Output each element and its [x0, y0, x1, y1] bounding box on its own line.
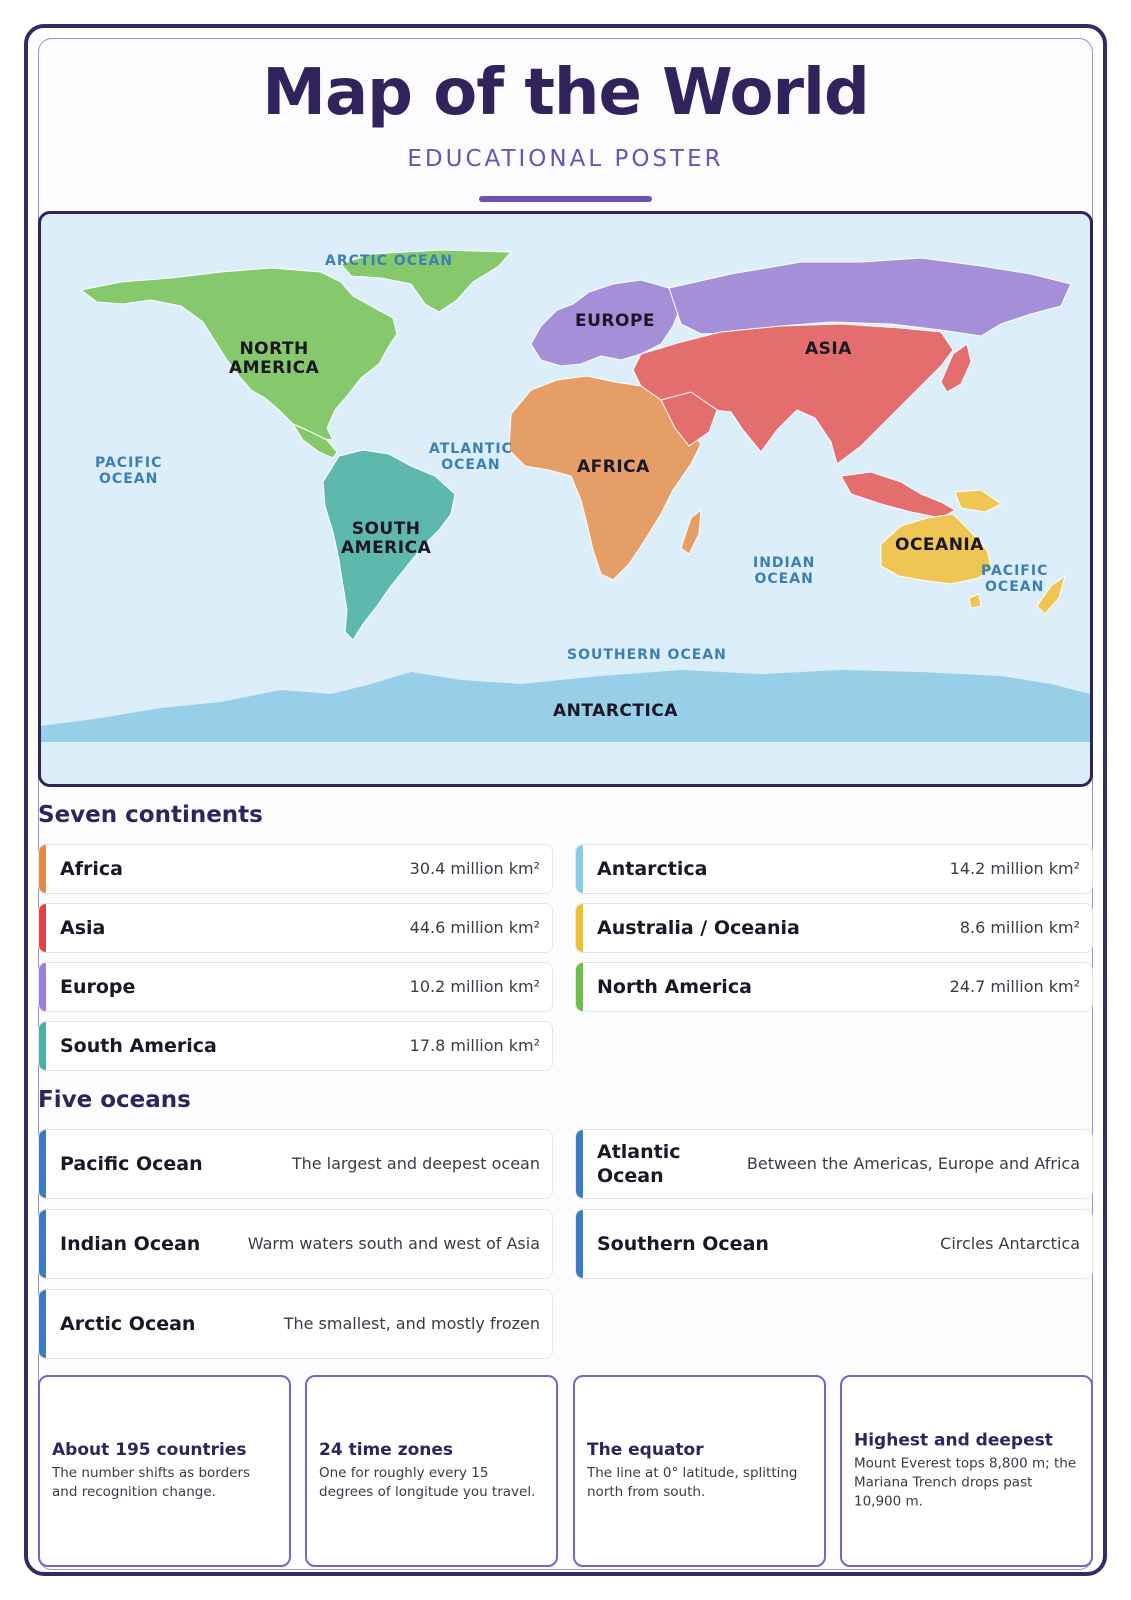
atlantic-ocean-label: ATLANTIC OCEAN — [429, 441, 513, 473]
continent-row-antarctica — [575, 844, 1093, 894]
fact-body: One for roughly every 15 degrees of longitude you travel. — [319, 1465, 536, 1500]
new-guinea-shape — [955, 490, 1001, 512]
ocean-row-indian — [38, 1209, 553, 1279]
fact-body: The number shifts as borders and recognition change. — [52, 1465, 251, 1500]
poster-subtitle: EDUCATIONAL POSTER — [407, 146, 724, 172]
ocean-name: Southern Ocean — [597, 1233, 769, 1255]
fact-title: Highest and deepest — [854, 1430, 1053, 1451]
continent-color-bar — [39, 963, 46, 1011]
oceania-label: OCEANIA — [895, 535, 984, 555]
fact-card-time-zones — [305, 1375, 558, 1567]
world-map — [38, 211, 1093, 787]
europe-label: EUROPE — [575, 311, 656, 331]
africa-label: AFRICA — [577, 457, 650, 477]
ocean-name: Pacific Ocean — [60, 1153, 203, 1175]
north-america-label: NORTH AMERICA — [229, 339, 320, 379]
ocean-description: Circles Antarctica — [940, 1234, 1080, 1253]
poster-title: Map of the World — [262, 56, 869, 130]
continent-name: Europe — [60, 976, 136, 998]
continent-row-south-america — [38, 1021, 553, 1071]
asia-label: ASIA — [805, 339, 852, 359]
pacific-ocean-east-label: PACIFIC OCEAN — [981, 563, 1049, 595]
ocean-description: The smallest, and mostly frozen — [283, 1314, 540, 1333]
fact-body: Mount Everest tops 8,800 m; the Mariana Trench drops past 10,900 m. — [854, 1455, 1077, 1510]
continent-row-north-america — [575, 962, 1093, 1012]
fact-title: The equator — [587, 1440, 704, 1460]
continent-name: South America — [60, 1035, 217, 1057]
fact-title: About 195 countries — [52, 1440, 247, 1460]
world-map-graphic — [41, 214, 1090, 784]
continent-row-africa — [38, 844, 553, 894]
title-underline — [479, 196, 652, 202]
arctic-ocean-label: ARCTIC OCEAN — [325, 253, 454, 269]
tasmania-shape — [969, 594, 981, 608]
ocean-description: Between the Americas, Europe and Africa — [746, 1154, 1080, 1173]
continent-area: 30.4 million km² — [409, 859, 540, 878]
continent-color-bar — [576, 963, 583, 1011]
madagascar-shape — [681, 510, 701, 554]
continent-row-asia — [38, 903, 553, 953]
continent-area: 10.2 million km² — [409, 977, 540, 996]
ocean-row-arctic — [38, 1289, 553, 1359]
continent-area: 44.6 million km² — [409, 918, 540, 937]
indian-ocean-label: INDIAN OCEAN — [753, 555, 816, 587]
continent-color-bar — [576, 845, 583, 893]
fact-title: 24 time zones — [319, 1440, 454, 1460]
continent-name: Africa — [60, 858, 123, 880]
continent-name: Australia / Oceania — [597, 917, 800, 939]
antarctica-label: ANTARCTICA — [553, 701, 678, 721]
continent-color-bar — [39, 1022, 46, 1070]
continent-area: 8.6 million km² — [959, 918, 1080, 937]
continent-color-bar — [576, 904, 583, 952]
southeast-asia-islands-shape — [841, 472, 955, 518]
ocean-color-bar — [39, 1290, 46, 1358]
continent-name: Antarctica — [597, 858, 708, 880]
southern-ocean-label: SOUTHERN OCEAN — [567, 647, 727, 663]
ocean-row-atlantic — [575, 1129, 1093, 1199]
continent-name: North America — [597, 976, 752, 998]
asia-north-shape — [669, 258, 1071, 336]
ocean-color-bar — [39, 1210, 46, 1278]
continent-color-bar — [39, 845, 46, 893]
continent-color-bar — [39, 904, 46, 952]
ocean-description: Warm waters south and west of Asia — [247, 1234, 540, 1253]
ocean-row-pacific — [38, 1129, 553, 1199]
ocean-color-bar — [576, 1130, 583, 1198]
continent-area: 14.2 million km² — [949, 859, 1080, 878]
ocean-color-bar — [39, 1130, 46, 1198]
ocean-description: The largest and deepest ocean — [291, 1154, 540, 1173]
fact-card-equator — [573, 1375, 826, 1567]
continent-name: Asia — [60, 917, 106, 939]
fact-body: The line at 0° latitude, splitting north from south. — [587, 1465, 798, 1500]
continents-section-title: Seven continents — [38, 802, 263, 828]
oceans-section-title: Five oceans — [38, 1087, 191, 1113]
pacific-ocean-west-label: PACIFIC OCEAN — [95, 455, 163, 487]
fact-card-countries — [38, 1375, 291, 1567]
ocean-name: Arctic Ocean — [60, 1313, 196, 1335]
ocean-name: Indian Ocean — [60, 1233, 201, 1255]
south-america-label: SOUTH AMERICA — [341, 519, 432, 559]
ocean-color-bar — [576, 1210, 583, 1278]
fact-card-highest-deepest — [840, 1375, 1093, 1567]
ocean-name: Atlantic Ocean — [597, 1141, 681, 1187]
continent-area: 17.8 million km² — [409, 1036, 540, 1055]
continent-area: 24.7 million km² — [949, 977, 1080, 996]
continent-row-europe — [38, 962, 553, 1012]
ocean-row-southern — [575, 1209, 1093, 1279]
continent-row-oceania — [575, 903, 1093, 953]
